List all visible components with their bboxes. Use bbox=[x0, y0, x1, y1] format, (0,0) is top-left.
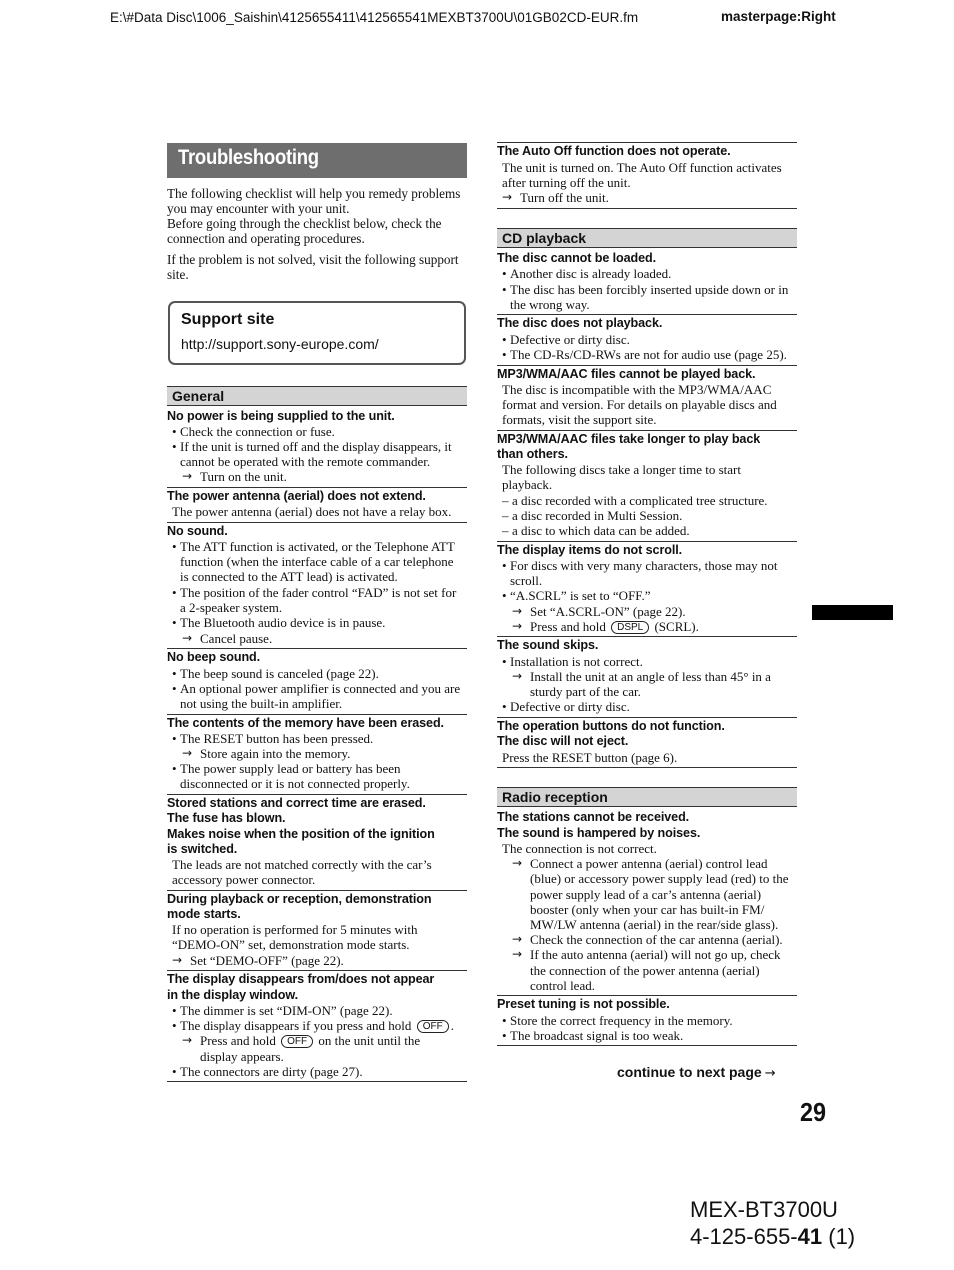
question-antenna: The power antenna (aerial) does not extend. bbox=[167, 489, 426, 503]
remedy-arrow-item: → Install the unit at an angle of less than 45° in a bbox=[530, 669, 771, 684]
bullet-item-cont: a 2-speaker system. bbox=[180, 600, 283, 615]
off-key-icon: OFF bbox=[281, 1035, 313, 1048]
bullet-item-with-key bbox=[180, 1018, 454, 1033]
remedy-arrow-item-with-key bbox=[530, 619, 699, 634]
part-number-prefix: 4-125-655- bbox=[690, 1224, 798, 1249]
dspl-key-icon: DSPL bbox=[611, 621, 649, 634]
answer-text: The unit is turned on. The Auto Off function activates bbox=[502, 160, 782, 175]
answer-text: Press the RESET button (page 6). bbox=[502, 750, 678, 765]
page-number: 29 bbox=[800, 1097, 827, 1127]
question-mp3-slow-cont: than others. bbox=[497, 447, 568, 461]
question-buttons-no-function: The operation buttons do not function. bbox=[497, 719, 725, 733]
divider bbox=[497, 430, 797, 431]
question-ignition-noise-cont: is switched. bbox=[167, 842, 238, 856]
bullet-item-cont: disconnected or it is not connected properly. bbox=[180, 776, 410, 791]
divider bbox=[497, 767, 797, 768]
bullet-item: • The position of the fader control “FAD” is not set for bbox=[180, 585, 456, 600]
divider bbox=[497, 142, 797, 143]
question-disc-cannot-load: The disc cannot be loaded. bbox=[497, 251, 657, 265]
remedy-arrow-cont: control lead. bbox=[530, 978, 595, 993]
intro-paragraph-1: The following checklist will help you remedy problems you may encounter with your unit. bbox=[167, 186, 461, 216]
bullet-item: • Check the connection or fuse. bbox=[180, 424, 335, 439]
bullet-item: • Store the correct frequency in the memory. bbox=[510, 1013, 733, 1028]
question-auto-off: The Auto Off function does not operate. bbox=[497, 144, 731, 158]
bullet-item-cont: cannot be operated with the remote commander. bbox=[180, 454, 431, 469]
divider bbox=[167, 714, 467, 715]
remedy-arrow-item: → Connect a power antenna (aerial) control lead bbox=[530, 856, 768, 871]
bullet-text: The display disappears if you press and hold bbox=[180, 1018, 412, 1033]
section-index-tab bbox=[812, 605, 893, 620]
bullet-item: • Defective or dirty disc. bbox=[510, 699, 630, 714]
remedy-arrow-item: → Store again into the memory. bbox=[200, 746, 350, 761]
model-info bbox=[690, 1196, 855, 1250]
support-site-url[interactable]: http://support.sony-europe.com/ bbox=[181, 336, 379, 352]
remedy-arrow-item: → If the auto antenna (aerial) will not go up, check bbox=[530, 947, 781, 962]
page-title: Troubleshooting bbox=[178, 146, 319, 169]
remedy-arrow-item: → Set “A.SCRL-ON” (page 22). bbox=[530, 604, 686, 619]
bullet-item: • Defective or dirty disc. bbox=[510, 332, 630, 347]
divider bbox=[167, 648, 467, 649]
divider bbox=[497, 208, 797, 209]
bullet-item-cont: the wrong way. bbox=[510, 297, 590, 312]
continue-text: continue to next page bbox=[617, 1064, 762, 1080]
remedy-arrow-item-with-key bbox=[200, 1033, 420, 1048]
remedy-text: (SCRL). bbox=[654, 619, 699, 634]
answer-text: after turning off the unit. bbox=[502, 175, 631, 190]
remedy-arrow-item: → Check the connection of the car antenna (aerial). bbox=[530, 932, 783, 947]
answer-text: formats, visit the support site. bbox=[502, 412, 657, 427]
question-disc-no-playback: The disc does not playback. bbox=[497, 316, 663, 330]
section-cd-playback-heading bbox=[497, 228, 797, 248]
divider bbox=[497, 717, 797, 718]
divider bbox=[497, 314, 797, 315]
bullet-item: • “A.SCRL” is set to “OFF.” bbox=[510, 588, 651, 603]
intro-paragraph-3: If the problem is not solved, visit the following support site. bbox=[167, 252, 459, 282]
answer-text: The disc is incompatible with the MP3/WMA/AAC bbox=[502, 382, 772, 397]
bullet-item: • For discs with very many characters, those may not bbox=[510, 558, 778, 573]
part-number-revision: 41 bbox=[797, 1224, 823, 1249]
bullet-item-cont: not using the built-in amplifier. bbox=[180, 696, 343, 711]
remedy-arrow-cont: power supply lead of a car’s antenna (aerial) bbox=[530, 887, 762, 902]
bullet-item: • The disc has been forcibly inserted upside down or in bbox=[510, 282, 788, 297]
bullet-item: • The power supply lead or battery has been bbox=[180, 761, 401, 776]
dash-item: – a disc recorded with a complicated tree structure. bbox=[512, 493, 768, 508]
divider bbox=[167, 970, 467, 971]
intro-paragraph-2: Before going through the checklist below, check the connection and operating procedures. bbox=[167, 216, 442, 246]
section-heading-text: CD playback bbox=[502, 230, 587, 246]
bullet-item: • If the unit is turned off and the display disappears, it bbox=[180, 439, 452, 454]
question-display-disappears-cont: in the display window. bbox=[167, 988, 298, 1002]
answer-text: format and version. For details on playable discs and bbox=[502, 397, 777, 412]
answer-text: If no operation is performed for 5 minutes with bbox=[172, 922, 418, 937]
bullet-item-cont: function (when the interface cable of a car telephone bbox=[180, 554, 454, 569]
divider bbox=[497, 1045, 797, 1046]
bullet-item: • The broadcast signal is too weak. bbox=[510, 1028, 683, 1043]
question-mp3-slow: MP3/WMA/AAC files take longer to play back bbox=[497, 432, 761, 446]
question-noise: The sound is hampered by noises. bbox=[497, 826, 701, 840]
remedy-arrow-cont: MW/LW antenna (aerial) in the rear/side glass). bbox=[530, 917, 779, 932]
off-key-icon: OFF bbox=[417, 1020, 449, 1033]
bullet-text: . bbox=[450, 1018, 454, 1033]
model-name: MEX-BT3700U bbox=[690, 1197, 838, 1222]
bullet-item-cont: is connected to the ATT lead) is activated. bbox=[180, 569, 398, 584]
answer-text: playback. bbox=[502, 477, 553, 492]
file-path-header: E:\#Data Disc\1006_Saishin\4125655411\412565541MEXBT3700U\01GB02CD-EUR.fm bbox=[110, 10, 639, 25]
question-demo-mode: During playback or reception, demonstration bbox=[167, 892, 432, 906]
section-heading-text: General bbox=[172, 388, 225, 404]
page-title-bar bbox=[167, 143, 467, 178]
answer-text: “DEMO-ON” set, demonstration mode starts. bbox=[172, 937, 410, 952]
part-number-suffix: (1) bbox=[822, 1224, 856, 1249]
question-no-scroll: The display items do not scroll. bbox=[497, 543, 683, 557]
divider bbox=[167, 890, 467, 891]
question-stored-erased: Stored stations and correct time are erased. bbox=[167, 796, 426, 810]
question-display-disappears: The display disappears from/does not appear bbox=[167, 972, 435, 986]
remedy-arrow-cont: (blue) or accessory power supply lead (red) to the bbox=[530, 871, 789, 886]
bullet-item: • An optional power amplifier is connected and you are bbox=[180, 681, 460, 696]
question-mp3-cannot-play: MP3/WMA/AAC files cannot be played back. bbox=[497, 367, 756, 381]
remedy-text: on the unit until the bbox=[318, 1033, 421, 1048]
divider bbox=[167, 487, 467, 488]
answer-text: The following discs take a longer time to start bbox=[502, 462, 741, 477]
bullet-item: • The dimmer is set “DIM-ON” (page 22). bbox=[180, 1003, 393, 1018]
remedy-arrow-item: → Cancel pause. bbox=[200, 631, 272, 646]
divider bbox=[167, 1081, 467, 1082]
divider bbox=[167, 794, 467, 795]
bullet-item: • The beep sound is canceled (page 22). bbox=[180, 666, 379, 681]
arrow-right-icon: → bbox=[764, 1066, 776, 1081]
dash-item: – a disc to which data can be added. bbox=[512, 523, 690, 538]
masterpage-label: masterpage:Right bbox=[721, 9, 836, 24]
intro-text bbox=[167, 186, 467, 282]
question-sound-skips: The sound skips. bbox=[497, 638, 599, 652]
answer-text: accessory power connector. bbox=[172, 872, 316, 887]
divider bbox=[497, 995, 797, 996]
bullet-item: • Installation is not correct. bbox=[510, 654, 643, 669]
question-preset-tuning: Preset tuning is not possible. bbox=[497, 997, 670, 1011]
question-no-eject: The disc will not eject. bbox=[497, 734, 629, 748]
dash-item: – a disc recorded in Multi Session. bbox=[512, 508, 682, 523]
support-site-title: Support site bbox=[181, 311, 275, 328]
bullet-item: • The ATT function is activated, or the Telephone ATT bbox=[180, 539, 455, 554]
question-no-sound: No sound. bbox=[167, 524, 228, 538]
continue-next-page bbox=[617, 1064, 776, 1081]
section-radio-heading bbox=[497, 787, 797, 807]
bullet-item: • Another disc is already loaded. bbox=[510, 266, 671, 281]
answer-text: The connection is not correct. bbox=[502, 841, 657, 856]
divider bbox=[497, 541, 797, 542]
remedy-arrow-cont: display appears. bbox=[200, 1049, 284, 1064]
question-fuse-blown: The fuse has blown. bbox=[167, 811, 286, 825]
part-number bbox=[690, 1223, 855, 1250]
remedy-arrow-cont: sturdy part of the car. bbox=[530, 684, 641, 699]
divider bbox=[497, 636, 797, 637]
divider bbox=[167, 522, 467, 523]
question-no-beep: No beep sound. bbox=[167, 650, 261, 664]
remedy-arrow-item: → Set “DEMO-OFF” (page 22). bbox=[190, 953, 344, 968]
remedy-text: Press and hold bbox=[530, 619, 606, 634]
bullet-item: • The Bluetooth audio device is in pause. bbox=[180, 615, 385, 630]
answer-text: The leads are not matched correctly with the car’s bbox=[172, 857, 432, 872]
answer-text: The power antenna (aerial) does not have a relay box. bbox=[172, 504, 452, 519]
question-memory-erased: The contents of the memory have been erased. bbox=[167, 716, 444, 730]
section-heading-text: Radio reception bbox=[502, 789, 608, 805]
question-demo-mode-cont: mode starts. bbox=[167, 907, 241, 921]
support-site-box bbox=[168, 301, 466, 365]
bullet-item: • The CD-Rs/CD-RWs are not for audio use (page 25). bbox=[510, 347, 787, 362]
bullet-item-cont: scroll. bbox=[510, 573, 543, 588]
section-general-heading bbox=[167, 386, 467, 406]
remedy-arrow-cont: booster (only when your car has built-in FM/ bbox=[530, 902, 765, 917]
bullet-item: • The RESET button has been pressed. bbox=[180, 731, 373, 746]
bullet-item: • The connectors are dirty (page 27). bbox=[180, 1064, 363, 1079]
question-no-stations: The stations cannot be received. bbox=[497, 810, 690, 824]
divider bbox=[497, 365, 797, 366]
remedy-arrow-item: → Turn off the unit. bbox=[520, 190, 609, 205]
remedy-text: Press and hold bbox=[200, 1033, 276, 1048]
question-no-power: No power is being supplied to the unit. bbox=[167, 409, 395, 423]
remedy-arrow-item: → Turn on the unit. bbox=[200, 469, 287, 484]
question-ignition-noise: Makes noise when the position of the ignition bbox=[167, 827, 435, 841]
remedy-arrow-cont: the connection of the power antenna (aerial) bbox=[530, 963, 760, 978]
